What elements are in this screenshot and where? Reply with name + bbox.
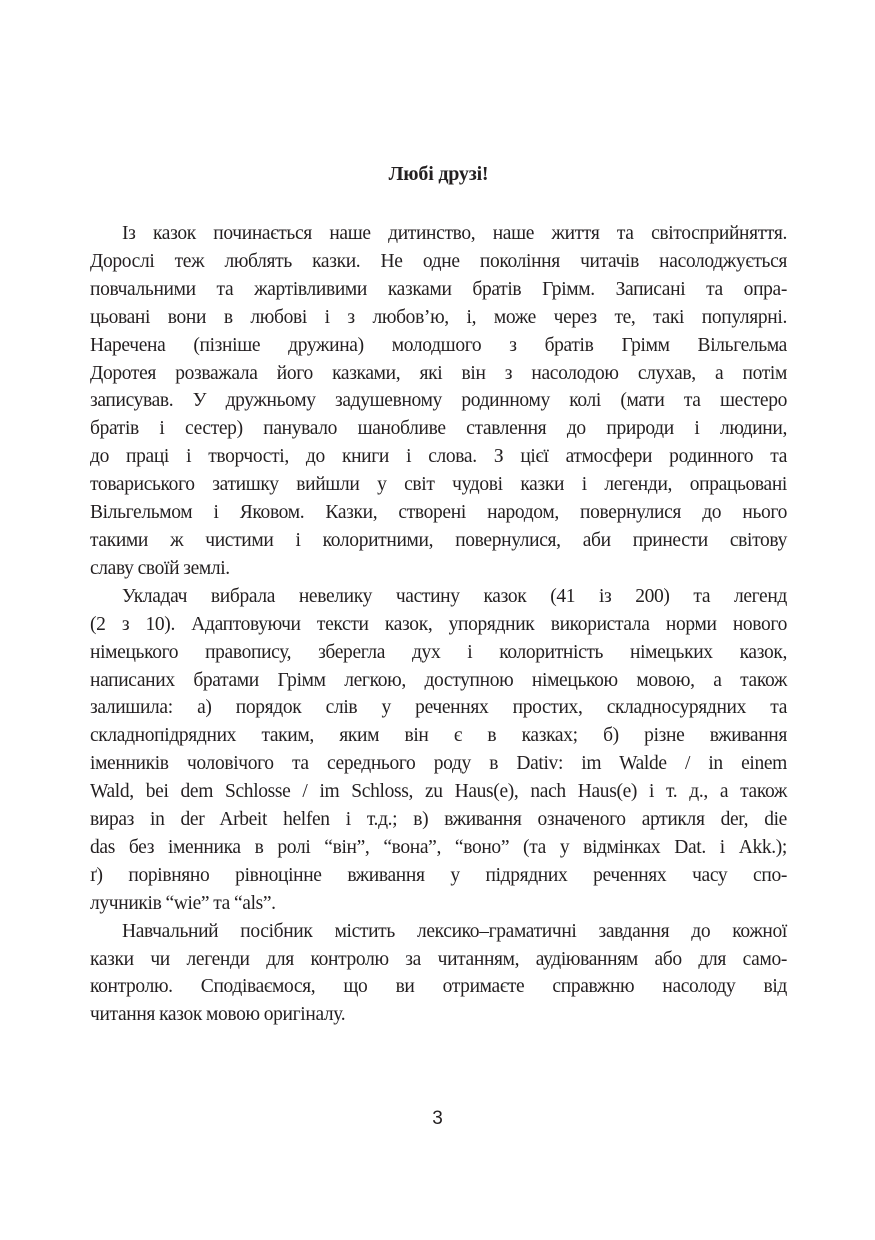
text-line: славу своїй землі. (90, 557, 230, 579)
text-line: вираз in der Arbeit helfen і т.д.; в) вживання означеного артикля der, die (90, 809, 787, 831)
text-line: Дорослі теж люблять казки. Не одне покоління читачів насолоджується (90, 250, 787, 272)
text-line: Укладач вибрала невелику частину казок (41 із 200) та легенд (122, 585, 787, 607)
text-line: німецького правопису, зберегла дух і колоритність німецьких казок, (90, 641, 787, 663)
page-title: Любі друзі! (388, 163, 489, 185)
text-line: Із казок починається наше дитинство, наше життя та світосприйняття. (122, 223, 787, 244)
text-line: братів і сестер) панувало шанобливе ставлення до природи і людини, (90, 418, 787, 440)
text-line: товариського затишку вийшли у світ чудові казки і легенди, опрацьовані (90, 474, 787, 496)
text-line: залишила: а) порядок слів у реченнях простих, складносурядних та (90, 697, 787, 719)
paragraph-intro (90, 220, 787, 583)
text-line: повчальними та жартівливими казками братів Грімм. Записані та опра- (90, 278, 787, 300)
text-line: до праці і творчості, до книги і слова. З цієї атмосфери родинного та (90, 446, 787, 468)
text-line: das без іменника в ролі “він”, “вона”, “воно” (та у відмінках Dat. і Akk.); (90, 836, 787, 858)
text-line: ґ) порівняно рівноцінне вживання у підрядних реченнях часу спо- (90, 864, 787, 886)
text-line: Доротея розважала його казками, які він з насолодою слухав, а потім (90, 362, 787, 384)
paragraph-textbook-description (90, 918, 787, 1030)
text-line: цьовані вони в любові і з любов’ю, і, може через те, такі популярні. (90, 306, 787, 328)
text-line: (2 з 10). Адаптовуючи тексти казок, упорядник використала норми нового (90, 613, 787, 635)
document-page (90, 160, 787, 1029)
text-line: контролю. Сподіваємося, що ви отримаєте справжню насолоду від (90, 976, 787, 998)
text-line: складнопідрядних таким, яким він є в казках; б) різне вживання (90, 725, 787, 747)
text-line: казки чи легенди для контролю за читанням, аудіюванням або для само- (90, 948, 787, 970)
text-line: такими ж чистими і колоритними, повернулися, аби принести світову (90, 529, 787, 551)
text-line: написаних братами Грімм легкою, доступною німецькою мовою, а також (90, 669, 787, 691)
text-line: записував. У дружньому задушевному родинному колі (мати та шестеро (90, 390, 787, 412)
text-line: Wald, bei dem Schlosse / im Schloss, zu Haus(e), nach Haus(e) і т. д., а також (90, 781, 787, 803)
text-line: Вільгельмом і Яковом. Казки, створені народом, повернулися до нього (90, 502, 787, 524)
text-line: Наречена (пізніше дружина) молодшого з братів Грімм Вільгельма (90, 334, 787, 356)
text-line: іменників чоловічого та середнього роду в Dativ: im Walde / in einem (90, 753, 787, 775)
text-line: читання казок мовою оригіналу. (90, 1004, 346, 1026)
text-line: лучників “wie” та “als”. (90, 892, 276, 914)
paragraph-compiler-notes (90, 583, 787, 918)
page-number: 3 (432, 1108, 443, 1129)
text-line: Навчальний посібник містить лексико–граматичні завдання до кожної (122, 920, 787, 942)
